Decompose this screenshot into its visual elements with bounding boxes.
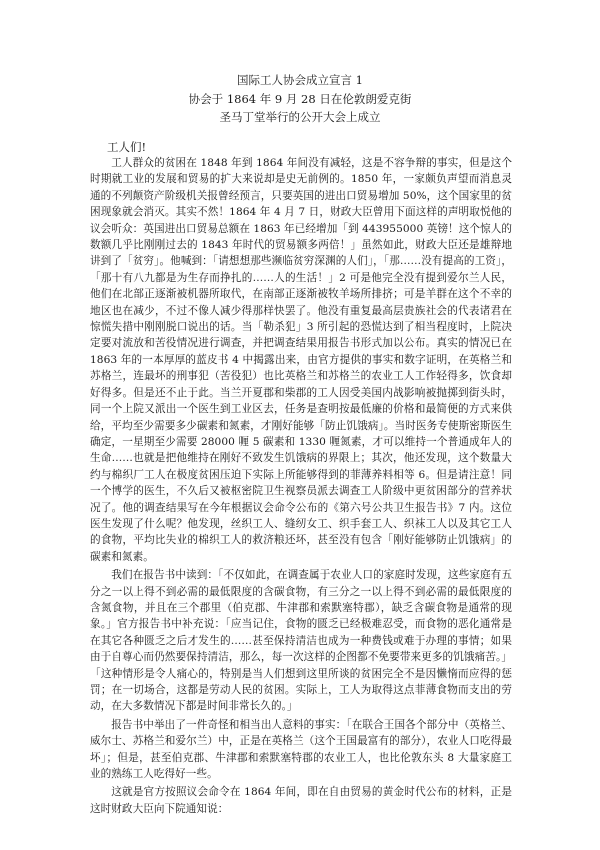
document-subtitle-venue: 圣马丁堂举行的公开大会上成立	[219, 110, 381, 124]
document-body	[90, 155, 512, 817]
paragraph-2: 我们在报告书中读到：「不仅如此，在调查属于农业人口的家庭时发现，这些家庭有五分之一以上得不到必需的最低限度的含碳食物，有三分之一以上得不到必需的最低限度的含氮食物，并且在三个郡里（伯克郡、牛津郡和索默塞特郡），缺乏含碳食物是通常的现象。」官方报告书中补充说：「应当记住，食物的匮乏已经极难忍受，而食物的恶化通常是在其它各种匮乏之后才发生的……甚至保持清洁也成为一种费钱或难于办理的事情；如果由于自尊心而仍然要保持清洁，那么，每一次这样的企图都不免要带来更多的饥饿痛苦。」「这种情形是令人痛心的，特别是当人们想到这里所谈的贫困完全不是因懒惰而应得的惩罚；在一切场合，这都是劳动人民的贫困。实际上，工人为取得这点菲薄食物而支出的劳动，在大多数情况下都是时间非常长久的。」	[90, 569, 512, 713]
document-title: 国际工人协会成立宣言 1	[237, 73, 363, 87]
salutation: 工人们!	[107, 140, 147, 154]
paragraph-1: 工人群众的贫困在 1848 年到 1864 年间没有减轻，这是不容争辩的事实，但是这个时期就工业的发展和贸易的扩大来说却是史无前例的。1850 年，一家颇负声望而消息灵通的不列颠资产阶级机关报曾经预言，只要英国的进出口贸易增加 50%，这个国家里的贫困现象就会消灭。其实不然！1864 年 4 月 7 日，财政大臣曾用下面这样的声明取悦他的议会听众：英国进出口贸易总额在 1863 年已经增加「到 443955000 英镑！这个惊人的数额几乎比刚刚过去的 1843 年时代的贸易额多两倍！」虽然如此，财政大臣还是雄辩地讲到了「贫穷」。他喊到：「请想想那些濒临贫穷深渊的人们」，「那……没有提高的工资」，「那十有八九都是为生存而挣扎的……人的生活！」2 可是他完全没有提到爱尔兰人民，他们在北部正逐渐被机器所取代，在南部正逐渐被牧羊场所排挤；可是羊群在这个不幸的地区也在减少，不过不像人减少得那样快罢了。他没有重复最高层贵族社会的代表诸君在惊慌失措中刚刚脱口说出的话。当「勒杀犯」3 所引起的恐慌达到了相当程度时，上院决定要对流放和苦役情况进行调查，并把调查结果用报告书形式加以公布。真实的情况已在 1863 年的一本厚厚的蓝皮书 4 中揭露出来，由官方提供的事实和数字证明，在英格兰和苏格兰，连最坏的刑事犯（苦役犯）也比英格兰和苏格兰的农业工人工作轻得多，饮食却好得多。但是还不止于此。当兰开夏郡和柴郡的工人因受美国内战影响被抛掷到街头时，同一个上院又派出一个医生到工业区去，任务是查明按最低廉的价格和最简便的方式来供给，平均至少需要多少碳素和氮素，才刚好能够「防止饥饿病」。当时医务专使斯密斯医生确定，一星期至少需要 28000 喱 5 碳素和 1330 喱氮素，才可以维持一个普通成年人的生命……也就是把他维持在刚好不致发生饥饿病的界限上；其次，他还发现，这个数量大约与棉织厂工人在极度贫困压迫下实际上所能够得到的菲薄养料相等 6。但是请注意！同一个博学的医生，不久后又被枢密院卫生视察员派去调查工人阶级中更贫困部分的营养状况了。他的调查结果写在今年根据议会命令公布的《第六号公共卫生报告书》7 内。这位医生发现了什么呢？他发现，丝织工人、缝纫女工、织手套工人、织袜工人以及其它工人的食物，平均比失业的棉织工人的救济粮还坏，甚至没有包含「刚好能够防止饥饿病」的碳素和氮素。	[90, 157, 512, 563]
paragraph-3: 报告书中举出了一件奇怪和相当出人意料的事实：「在联合王国各个部分中（英格兰、威尔士、苏格兰和爱尔兰）中，正是在英格兰（这个王国最富有的部分），农业人口吃得最坏」；但是，甚至伯克郡、牛津郡和索默塞特郡的农业工人，也比伦敦东头 8 大量家庭工业的熟练工人吃得好一些。	[90, 718, 512, 781]
document-subtitle-date: 协会于 1864 年 9 月 28 日在伦敦朗爱克街	[188, 92, 412, 106]
paragraph-4: 这就是官方按照议会命令在 1864 年间，即在自由贸易的黄金时代公布的材料，正是这时财政大臣向下院通知说：	[90, 786, 512, 815]
